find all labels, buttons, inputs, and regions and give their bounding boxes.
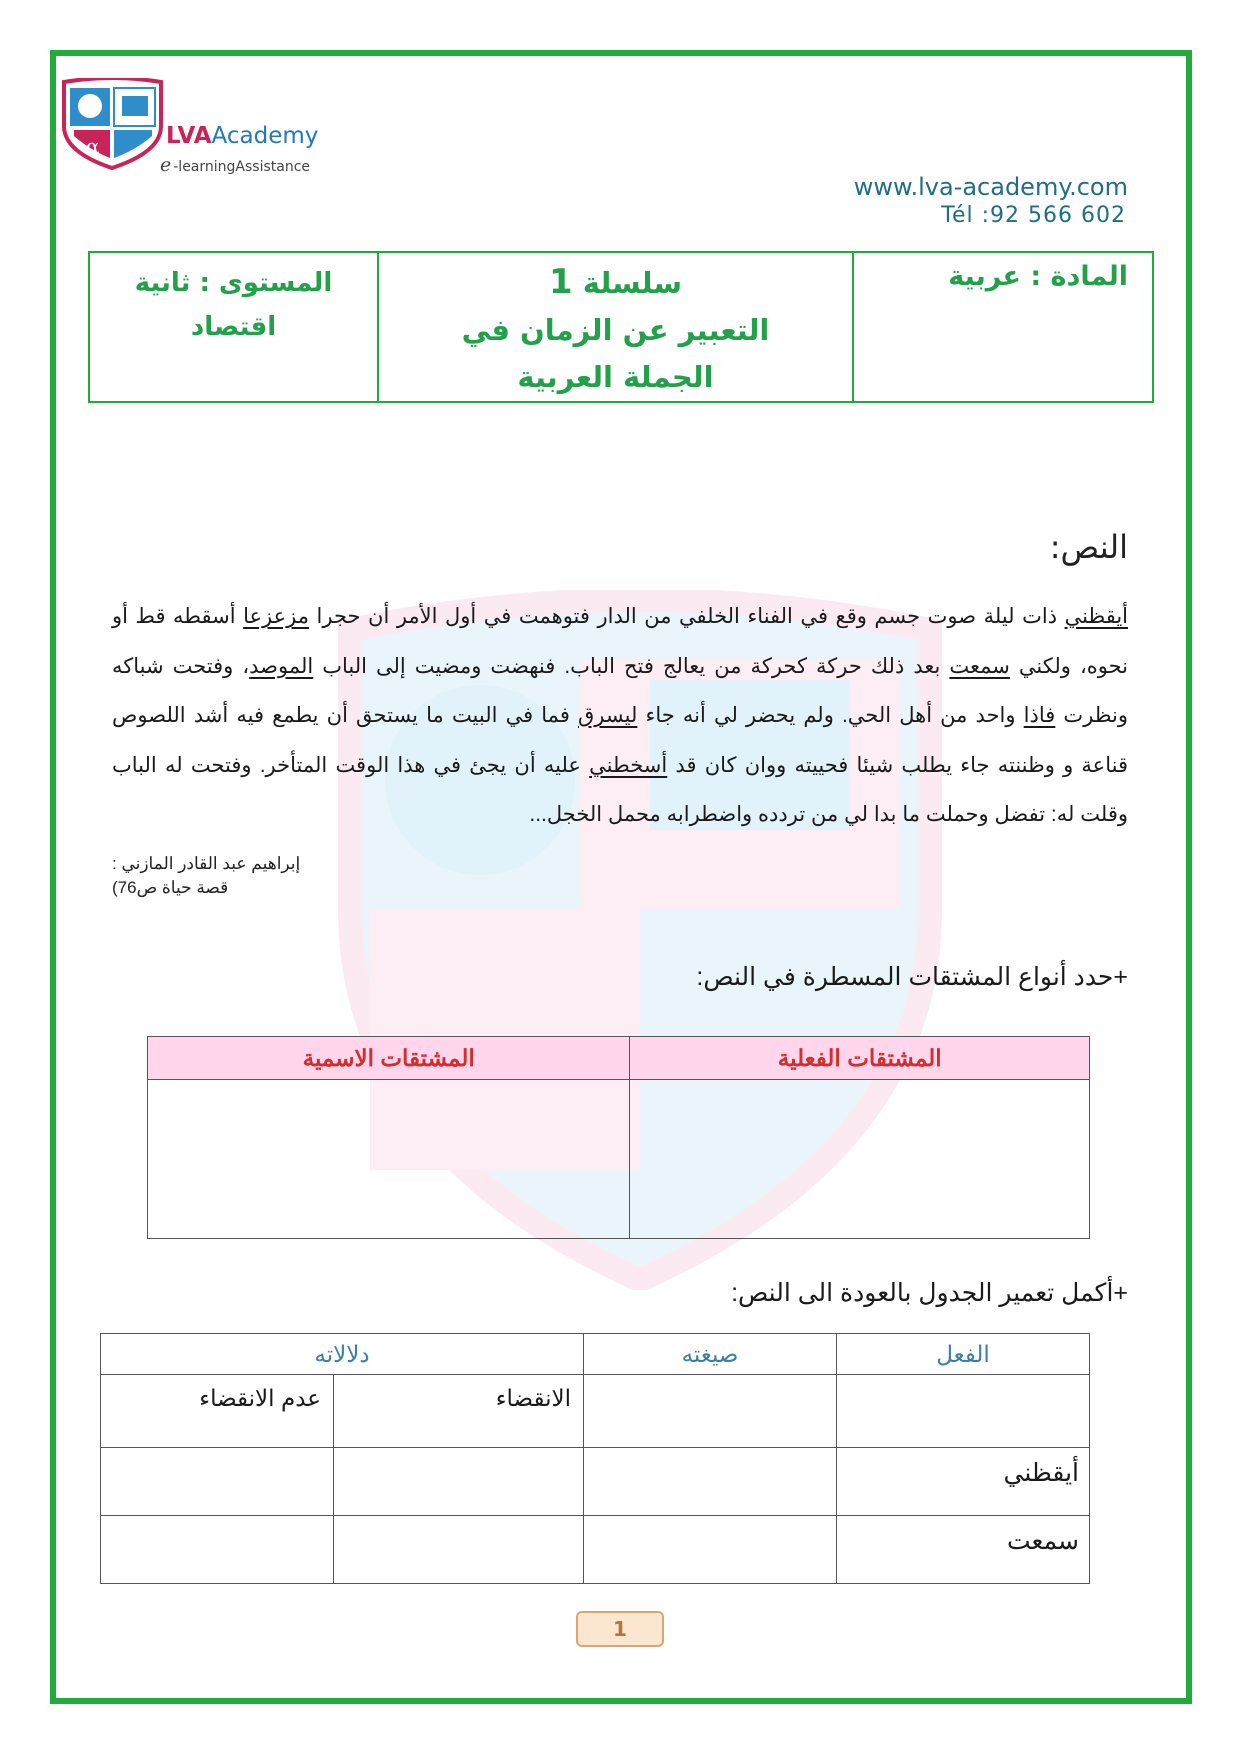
non-completion-cell[interactable] xyxy=(101,1448,334,1516)
table-header-row xyxy=(101,1334,1090,1375)
non-completion-cell[interactable] xyxy=(101,1516,334,1584)
tagline-e: e xyxy=(160,154,172,176)
completion-cell[interactable] xyxy=(334,1516,584,1584)
passage-text: أيقظني ذات ليلة صوت جسم وقع في الفناء الخلفي من الدار فتوهمت في أول الأمر أن حجرا مزعزعا أسقطه قط أو نحوه، ولكني سمعت بعد ذلك حركة كحركة من يعالج فتح الباب. فنهضت ومضيت إلى الباب الموصد، وفتحت شباكه ونظرت فاذا واحد من أهل الحي. ولم يحضر لي أنه جاء ليسرق فما في البيت ما يستحق أن يطمع فيه أشد اللصوص قناعة و وظننته جاء يطلب شيئا فحييته ووان كان قد أسخطني عليه أن يجئ في هذا الوقت المتأخر. وفتحت له الباب وقلت له: تفضل وحملت ما بدا لي من تردده واضطرابه محمل الخجل... xyxy=(112,605,1129,826)
title-box xyxy=(88,251,1154,403)
form-header: صيغته xyxy=(584,1334,837,1375)
svg-text:α: α xyxy=(86,134,100,158)
underlined-word: ليسرق xyxy=(578,704,638,727)
level-cell xyxy=(90,253,377,401)
level-line2: اقتصاد xyxy=(190,312,277,342)
subject-cell: المادة : عربية xyxy=(852,253,1152,401)
completion-subheader: الانقضاء xyxy=(334,1375,584,1448)
series-cell xyxy=(377,253,852,401)
form-cell[interactable] xyxy=(584,1516,837,1584)
series-title: التعبير عن الزمان في الجملة العربية xyxy=(461,313,770,394)
verb-cell: أيقظني xyxy=(837,1448,1090,1516)
table-header-row xyxy=(148,1037,1090,1080)
table-row xyxy=(148,1080,1090,1239)
underlined-word: أيقظني xyxy=(1064,605,1128,628)
level-line1: المستوى : ثانية xyxy=(134,268,333,298)
table-row xyxy=(101,1448,1090,1516)
series-label-text: سلسلة xyxy=(582,266,683,300)
underlined-word: فاذا xyxy=(1023,704,1056,727)
series-label xyxy=(379,259,852,307)
series-number: 1 xyxy=(548,262,573,302)
brand-name-part1: LVA xyxy=(166,123,212,149)
verb-header: الفعل xyxy=(837,1334,1090,1375)
non-completion-subheader: عدم الانقضاء xyxy=(101,1375,334,1448)
form-cell[interactable] xyxy=(584,1375,837,1448)
brand-name-part2: Academy xyxy=(211,123,319,149)
table-subheader-row xyxy=(101,1375,1090,1448)
form-cell[interactable] xyxy=(584,1448,837,1516)
nominal-derivatives-header: المشتقات الاسمية xyxy=(148,1037,630,1080)
completion-cell[interactable] xyxy=(334,1448,584,1516)
tagline-text: -learningAssistance xyxy=(173,159,311,175)
verbal-derivatives-cell[interactable] xyxy=(630,1080,1090,1239)
source-citation xyxy=(112,852,300,900)
derivatives-table xyxy=(147,1036,1090,1239)
text-heading: النص: xyxy=(1049,528,1128,566)
meanings-header: دلالاته xyxy=(101,1334,584,1375)
academy-logo-icon xyxy=(60,78,165,170)
brand-tagline xyxy=(160,154,310,176)
page-number: 1 xyxy=(576,1611,664,1647)
source-author: إبراهيم عبد القادر المازني : xyxy=(112,854,301,873)
question1-prompt: +حدد أنواع المشتقات المسطرة في النص: xyxy=(696,963,1128,991)
table-row xyxy=(101,1516,1090,1584)
underlined-word: سمعت xyxy=(949,654,1010,678)
underlined-word: الموصد xyxy=(249,654,314,678)
phone-number: Tél :92 566 602 xyxy=(941,203,1126,228)
nominal-derivatives-cell[interactable] xyxy=(148,1080,630,1239)
verb-cell: سمعت xyxy=(837,1516,1090,1584)
verbs-table xyxy=(100,1333,1090,1584)
underlined-word: مزعزعا xyxy=(243,605,309,628)
verbal-derivatives-header: المشتقات الفعلية xyxy=(630,1037,1090,1080)
source-book: قصة حياة ص76) xyxy=(112,878,229,897)
website-link[interactable]: www.lva-academy.com xyxy=(853,173,1128,201)
brand-name xyxy=(166,122,318,150)
underlined-word: أسخطني xyxy=(589,753,668,777)
question2-prompt: +أكمل تعمير الجدول بالعودة الى النص: xyxy=(731,1279,1128,1307)
verb-cell[interactable] xyxy=(837,1375,1090,1448)
